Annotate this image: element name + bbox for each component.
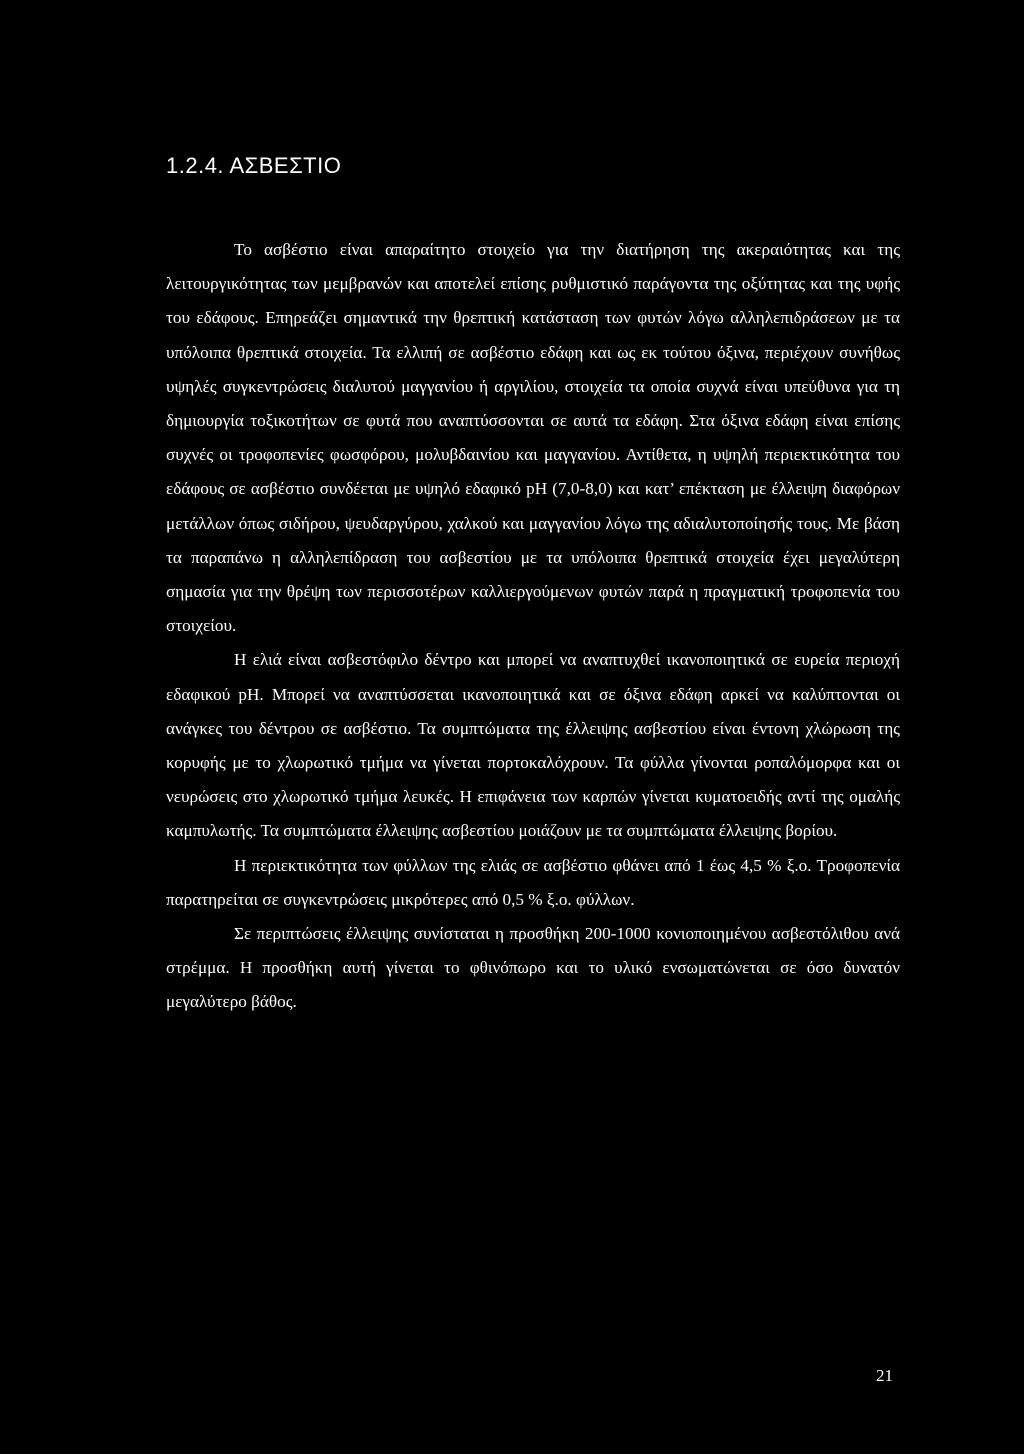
paragraph: Η περιεκτικότητα των φύλλων της ελιάς σε ασβέστιο φθάνει από 1 έως 4,5 % ξ.ο. Τροφοπενία παρατηρείται σε συγκεντρώσεις μικρότερες από 0,5 % ξ.ο. φύλλων. [166, 855, 900, 909]
section-heading: 1.2.4. ΑΣΒΕΣΤΙΟ [166, 153, 342, 178]
paragraph: Το ασβέστιο είναι απαραίτητο στοιχείο για την διατήρηση της ακεραιότητας και της λειτουργικότητας των μεμβρανών και αποτελεί επίσης ρυθμιστικό παράγοντα της οξύτητας και της υφής του εδάφους. Επηρεάζει σημαντικά την θρεπτική κατάσταση των φυτών λόγω αλληλεπιδράσεων με τα υπόλοιπα θρεπτικά στοιχεία. Τα ελλιπή σε ασβέστιο εδάφη και ως εκ τούτου όξινα, περιέχουν συνήθως υψηλές συγκεντρώσεις διαλυτού μαγγανίου ή αργιλίου, στοιχεία τα οποία συχνά είναι υπεύθυνα για τη δημιουργία τοξικοτήτων σε φυτά που αναπτύσσονται σε αυτά τα εδάφη. Στα όξινα εδάφη είναι επίσης συχνές οι τροφοπενίες φωσφόρου, μολυβδαινίου και μαγγανίου. Αντίθετα, η υψηλή περιεκτικότητα του εδάφους σε ασβέστιο συνδέεται με υψηλό εδαφικό pH (7,0-8,0) και κατ’ επέκταση με έλλειψη διαφόρων μετάλλων όπως σιδήρου, ψευδαργύρου, χαλκού και μαγγανίου λόγω της αδιαλυτοποίησής τους. Με βάση τα παραπάνω η αλληλεπίδραση του ασβεστίου με τα υπόλοιπα θρεπτικά στοιχεία έχει μεγαλύτερη σημασία για την θρέψη των περισσοτέρων καλλιεργούμενων φυτών παρά η πραγματική τροφοπενία του στοιχείου. [166, 240, 900, 636]
body-text [166, 233, 900, 1020]
paragraph: Σε περιπτώσεις έλλειψης συνίσταται η προσθήκη 200-1000 κονιοποιημένου ασβεστόλιθου ανά στρέμμα. Η προσθήκη αυτή γίνεται το φθινόπωρο και το υλικό ενσωματώνεται σε όσο δυνατόν μεγαλύτερο βάθος. [166, 924, 900, 1012]
page-number: 21 [876, 1366, 893, 1385]
paragraph: Η ελιά είναι ασβεστόφιλο δέντρο και μπορεί να αναπτυχθεί ικανοποιητικά σε ευρεία περιοχή εδαφικού pH. Μπορεί να αναπτύσσεται ικανοποιητικά και σε όξινα εδάφη αρκεί να καλύπτονται οι ανάγκες του δέντρου σε ασβέστιο. Τα συμπτώματα της έλλειψης ασβεστίου είναι έντονη χλώρωση της κορυφής με το χλωρωτικό τμήμα να γίνεται πορτοκαλόχρουν. Τα φύλλα γίνονται ροπαλόμορφα και οι νευρώσεις στο χλωρωτικό τμήμα λευκές. Η επιφάνεια των καρπών γίνεται κυματοειδής αντί της ομαλής καμπυλωτής. Τα συμπτώματα έλλειψης ασβεστίου μοιάζουν με τα συμπτώματα έλλειψης βορίου. [166, 650, 900, 841]
